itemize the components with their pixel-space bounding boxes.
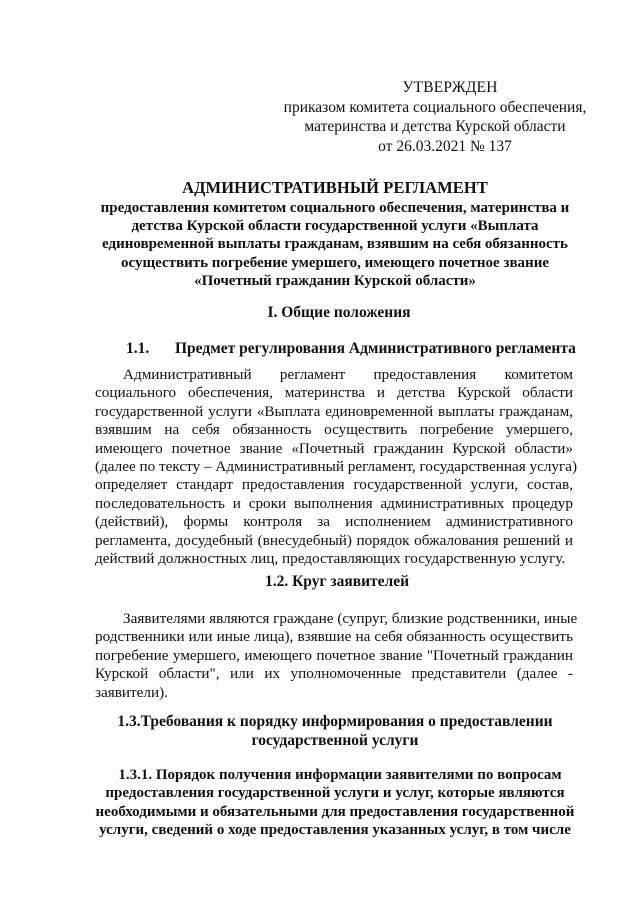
- paragraph-line: государственной услуги «Выплата единовременной выплаты гражданам,: [95, 402, 573, 420]
- paragraph-line: (далее по тексту – Административный регламент, государственная услуга): [95, 458, 578, 476]
- section-1-1-heading: Предмет регулирования Административного регламента: [175, 340, 576, 357]
- paragraph-line: родственники или иные лица), взявшие на себя обязанность осуществить: [95, 628, 573, 646]
- approval-date-line: от 26.03.2021 № 137: [378, 137, 512, 155]
- subtitle-line: «Почетный гражданин Курской области»: [194, 272, 476, 289]
- subtitle-line: единовременной выплаты гражданам, взявшим на себя обязанность: [102, 236, 568, 253]
- document-title: АДМИНИСТРАТИВНЫЙ РЕГЛАМЕНТ: [182, 178, 488, 197]
- subtitle-line: детства Курской области государственной услуги «Выплата: [131, 218, 539, 235]
- document-title-block: [95, 178, 575, 290]
- section-1-2-heading: 1.2. Круг заявителей: [264, 573, 410, 590]
- paragraph-line: регламента, досудебный (внесудебный) порядок обжалования решений и: [95, 531, 573, 549]
- paragraph-line: взявшим на себя обязанность осуществить погребение умершего,: [95, 421, 573, 439]
- paragraph-line: действий должностных лиц, предоставляющих государственную услугу.: [95, 550, 566, 568]
- section-1-heading: I. Общие положения: [267, 304, 411, 321]
- section-1-2-paragraph: [95, 610, 578, 702]
- section-1-3-heading: [95, 712, 575, 750]
- paragraph-line: погребение умершего, имеющего почетное звание "Почетный гражданин: [95, 646, 573, 664]
- paragraph-line: необходимыми и обязательными для предоставления государственной: [95, 803, 575, 820]
- paragraph-line: имеющего почетное звание «Почетный гражданин Курской области»: [95, 439, 573, 457]
- heading-line: государственной услуги: [251, 732, 419, 749]
- paragraph-line: заявители).: [95, 683, 168, 701]
- approval-line-1: приказом комитета социального обеспечения,: [283, 98, 587, 116]
- approval-heading: УТВЕРЖДЕН: [402, 79, 498, 96]
- approval-stamp: [270, 78, 600, 156]
- paragraph-line: Курской области", или их уполномоченные представители (далее -: [95, 665, 573, 683]
- approval-line-2: материнства и детства Курской области: [304, 118, 566, 135]
- paragraph-line: предоставления государственной услуги и услуг, которые являются: [105, 785, 565, 802]
- heading-line: 1.3.Требования к порядку информирования о предоставлении: [117, 713, 553, 730]
- paragraph-line: 1.3.1. Порядок получения информации заявителями по вопросам: [118, 767, 562, 783]
- subtitle-line: предоставления комитетом социального обеспечения, материнства и: [100, 200, 570, 216]
- paragraph-line: Административный регламент предоставления комитетом: [123, 366, 573, 383]
- paragraph-line: услуги, сведений о ходе предоставления указанных услуг, в том числе: [99, 822, 571, 839]
- section-1-1-paragraph: [95, 366, 578, 568]
- paragraph-line: (действий), формы контроля за исполнением административного: [95, 513, 573, 531]
- document-subtitle: [95, 199, 575, 290]
- paragraph-line: Заявителями являются граждане (супруг, близкие родственники, иные: [123, 610, 578, 627]
- paragraph-line: определяет стандарт предоставления государственной услуги, состав,: [95, 476, 573, 494]
- section-1-1-number: 1.1.: [126, 340, 150, 357]
- paragraph-line: социального обеспечения, материнства и детства Курской области: [95, 384, 573, 402]
- subtitle-line: осуществить погребение умершего, имеющего почетное звание: [120, 254, 550, 271]
- section-1-3-1-paragraph: [95, 766, 575, 840]
- paragraph-line: последовательность и сроки выполнения административных процедур: [95, 494, 573, 512]
